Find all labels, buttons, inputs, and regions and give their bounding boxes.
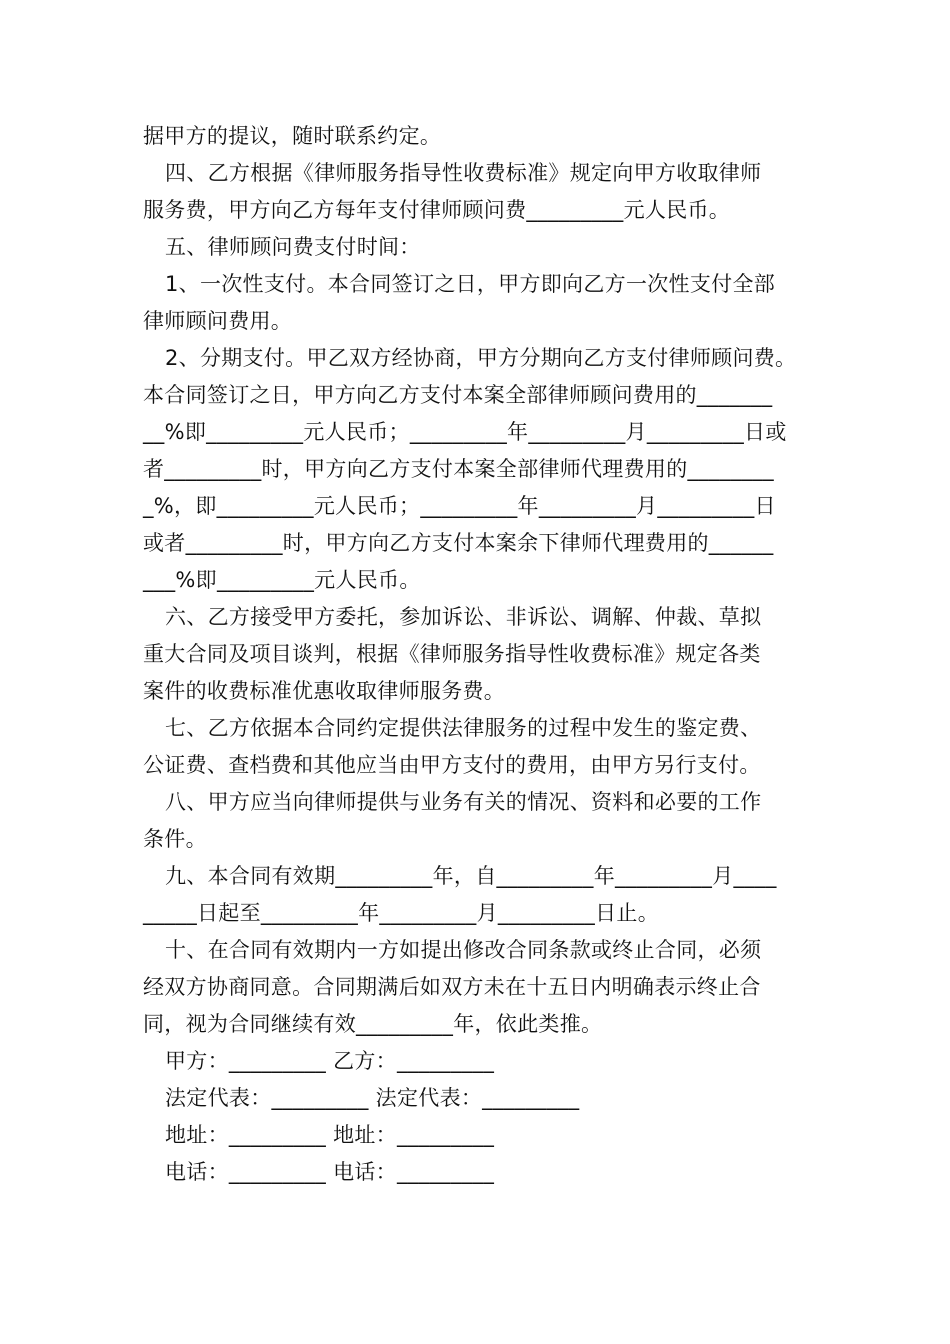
clause-9-line-2: _____日起至_________年_________月_________日止。	[143, 901, 659, 925]
clause-6-line-2: 重大合同及项目谈判，根据《律师服务指导性收费标准》规定各类	[143, 642, 761, 666]
clause-5-item-2-line-5: _%，即_________元人民币；_________年_________月_________日	[143, 494, 776, 518]
clause-5-item-2-line-4: 者_________时，甲方向乙方支付本案全部律师代理费用的________	[143, 457, 774, 481]
clause-7-line-2: 公证费、查档费和其他应当由甲方支付的费用，由甲方另行支付。	[143, 753, 761, 777]
clause-5-item-2-line-6: 或者_________时，甲方向乙方支付本案余下律师代理费用的______	[143, 531, 774, 555]
clause-6-line-3: 案件的收费标准优惠收取律师服务费。	[143, 679, 506, 703]
signature-address-line: 地址：_________ 地址：_________	[165, 1123, 495, 1147]
clause-5-item-1-line-2: 律师顾问费用。	[143, 309, 293, 333]
clause-9-line-1: 九、本合同有效期_________年，自_________年_________月____	[165, 864, 777, 888]
clause-8-line-1: 八、甲方应当向律师提供与业务有关的情况、资料和必要的工作	[165, 790, 762, 814]
signature-representative-line: 法定代表：_________ 法定代表：_________	[165, 1086, 580, 1110]
clause-5-item-1-line-1: 1、一次性支付。本合同签订之日，甲方即向乙方一次性支付全部	[165, 272, 776, 296]
clause-4-line-2: 服务费，甲方向乙方每年支付律师顾问费_________元人民币。	[143, 198, 731, 222]
clause-8-line-2: 条件。	[143, 827, 207, 851]
clause-6-line-1: 六、乙方接受甲方委托，参加诉讼、非诉讼、调解、仲裁、草拟	[165, 605, 762, 629]
clause-10-line-2: 经双方协商同意。合同期满后如双方未在十五日内明确表示终止合	[143, 975, 761, 999]
clause-10-line-3: 同，视为合同继续有效_________年，依此类推。	[143, 1012, 603, 1036]
clause-7-line-1: 七、乙方依据本合同约定提供法律服务的过程中发生的鉴定费、	[165, 716, 762, 740]
clause-5-item-2-line-2: 本合同签订之日，甲方向乙方支付本案全部律师顾问费用的_______	[143, 383, 773, 407]
clause-5-heading: 五、律师顾问费支付时间：	[165, 235, 421, 259]
signature-party-line: 甲方：_________ 乙方：_________	[165, 1049, 495, 1073]
text-line-continuation: 据甲方的提议，随时联系约定。	[143, 124, 442, 148]
contract-body	[143, 118, 811, 1191]
clause-5-item-2-line-7: ___%即_________元人民币。	[143, 568, 421, 592]
clause-5-item-2-line-3: __%即_________元人民币；_________年_________月_________日或	[143, 420, 787, 444]
clause-5-item-2-line-1: 2、分期支付。甲乙双方经协商，甲方分期向乙方支付律师顾问费。	[165, 346, 797, 370]
clause-4-line-1: 四、乙方根据《律师服务指导性收费标准》规定向甲方收取律师	[165, 161, 762, 185]
clause-10-line-1: 十、在合同有效期内一方如提出修改合同条款或终止合同，必须	[165, 938, 762, 962]
signature-phone-line: 电话：_________ 电话：_________	[165, 1160, 495, 1184]
